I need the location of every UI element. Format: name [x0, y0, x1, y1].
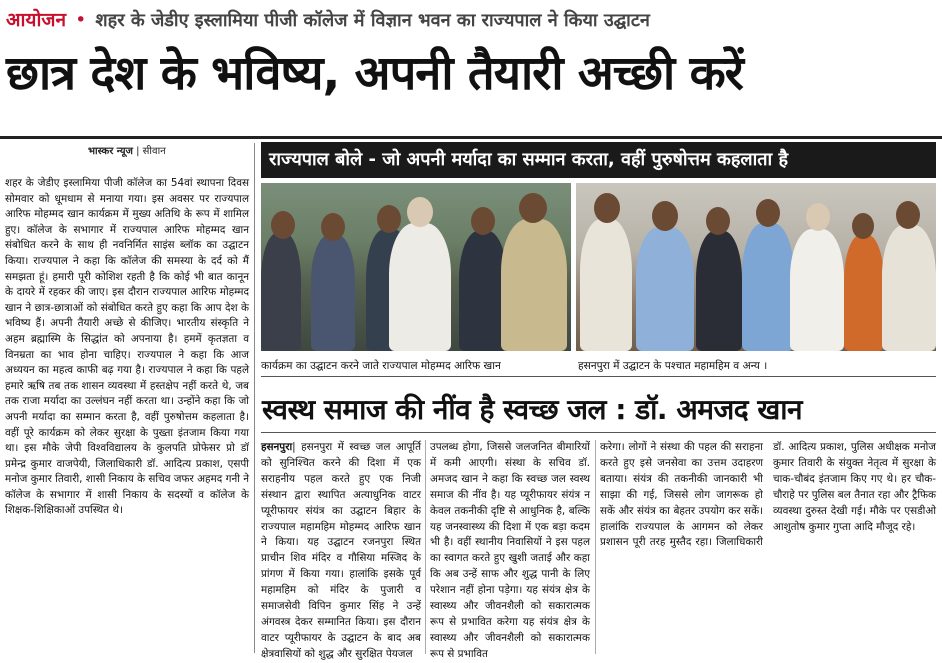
photo-figure — [696, 231, 742, 351]
section-tag: आयोजन — [6, 9, 67, 31]
photo-head — [471, 207, 495, 235]
photo-figure — [882, 225, 936, 351]
photo-head — [806, 203, 830, 231]
photo-head — [377, 205, 401, 233]
kicker-bullet: • — [75, 9, 87, 31]
column-divider — [425, 440, 426, 654]
story-column-4 — [600, 440, 936, 551]
photo-head — [652, 201, 678, 231]
photo-head — [706, 207, 730, 235]
column-divider — [254, 143, 255, 653]
photo-head — [852, 213, 874, 239]
photo-figure — [636, 227, 694, 351]
photo-caption-2: हसनपुरा में उद्घाटन के पश्चात महामहिम व अन्य । — [578, 360, 768, 372]
byline-source: भास्कर न्यूज — [88, 146, 133, 157]
photo-head — [407, 197, 433, 227]
story-column-1: हसनपुरा| हसनपुरा में स्वच्छ जल आपूर्ति को सुनिश्चित करने की दिशा में एक सराहनीय पहल करते हुए एक निजी संस्थान द्वारा स्थापित अत्याधुनिक वाटर प्यूरीफायर संयंत्र का उद्घाटन बिहार के राज्यपाल महामहिम मोहम्मद आरिफ खान ने किया। यह उद्घाटन रजनपुरा स्थित प्राचीन शिव मंदिर व गौसिया मस्जिद के प्रांगण में किया गया। हालांकि इसके पूर्व महामहिम को मंदिर के पुजारी व समाजसेवी विपिन कुमार सिंह ने उन्हें अंगवस्त्र देकर सम्मानित किया। इस दौरान वाटर प्यूरीफायर के उद्घाटन के बाद अब क्षेत्रवासियों को शुद्ध और सुरक्षित पेयजल — [261, 441, 421, 660]
column-divider — [595, 440, 596, 654]
kicker-line — [6, 6, 650, 36]
photo-governor-walking — [261, 183, 571, 351]
photo-figure-governor — [389, 223, 451, 351]
photo-head — [271, 211, 295, 239]
story-column-2: उपलब्ध होगा, जिससे जलजनित बीमारियों में कमी आएगी। संस्था के सचिव डॉ. अमजद खान ने कहा कि स्वच्छ जल स्वस्थ समाज की नींव है। यह प्यूरीफायर संयंत्र न केवल तकनीकी दृष्टि से आधुनिक है, बल्कि यह जनस्वास्थ्य की दिशा में एक बड़ा कदम भी है। वहीं स्थानीय निवासियों ने इस पहल का स्वागत करते हुए खुशी जताई और कहा कि अब उन्हें साफ और शुद्ध पानी के लिए परेशान नहीं होना पड़ेगा। यह संयंत्र क्षेत्र के स्वास्थ्य और जीवनशैली को सकारात्मक रूप से प्रभावित करेगा यह संयंत्र क्षेत्र के स्वास्थ्य और जीवनशैली को सकारात्मक रूप से प्रभावित — [430, 441, 590, 660]
story-column-3-text: करेगा। लोगों ने संस्था की पहल की सराहना करते हुए इसे जनसेवा का उत्तम उदाहरण बताया। संयंत्र की तकनीकी जानकारी भी साझा की गई, जिससे लोग जागरूक हो सकें और संयंत्र का बेहतर उपयोग कर सकें। हालांकि राज्यपाल के आगमन को लेकर प्रशासन पूरी तरह मुस्तैद रहा। जिलाधिकारी डॉ. आदित्य प्रकाश, पुलिस अधीक्षक मनोज कुमार तिवारी के संयुक्त नेतृत्व में सुरक्षा के चाक-चौबंद इंतजाम किए गए थे। हर चौक-चौराहे पर पुलिस बल तैनात रहा और ट्रैफिक व्यवस्था दुरुस्त देखी गई। मौके पर एसडीओ आशुतोष कुमार गुप्ता आदि मौजूद रहे। — [600, 441, 936, 549]
dateline: हसनपुरा — [261, 441, 293, 453]
photo-figure — [580, 219, 632, 351]
photo-head — [896, 201, 920, 229]
photo-figure — [459, 231, 507, 351]
photo-figure-governor — [790, 229, 844, 351]
photo-head — [756, 199, 780, 227]
byline: भास्कर न्यूज | सीवान — [88, 146, 166, 157]
photo-caption-1: कार्यक्रम का उद्घाटन करने जाते राज्यपाल मोहम्मद आरिफ खान — [261, 360, 501, 372]
byline-place: सीवान — [142, 146, 166, 157]
photo-figure — [844, 235, 884, 351]
photo-head — [519, 193, 547, 223]
second-headline: स्वस्थ समाज की नींव है स्वच्छ जल : डॉ. अमजद खान — [262, 393, 803, 426]
caption-divider — [261, 376, 936, 377]
left-story-body: शहर के जेडीए इस्लामिया पीजी कॉलेज का 54वां स्थापना दिवस सोमवार को धूमधाम से मनाया गया। इस अवसर पर राज्यपाल आरिफ मोहम्मद खान कार्यक्रम में मुख्य अतिथि के रूप में शामिल हुए। कॉलेज के सभागार में राज्यपाल आरिफ मोहम्मद खान संबोधित करने के साथ ही नवनिर्मित साइंस ब्लॉक का उद्घाटन किया। राज्यपाल ने कहा कि कॉलेज की समस्या के दर्द को मैं समझता हूं। हमारी पूरी कोशिश रहती है कि कोई भी बात कानून के दायरे में रहकर की जाए। इस दौरान राज्यपाल आरिफ मोहम्मद खान ने छात्र-छात्राओं को संबोधित करते हुए कहा कि आप देश के भविष्य हैं। अपनी तैयारी अच्छे से कीजिए। भारतीय संस्कृति ने अहम ब्रह्मास्मि के सिद्धांत को अपनाया है। हममें कृतज्ञता व विनम्रता का भाव होना चाहिए। राज्यपाल ने कहा कि आज अध्ययन का महत्व काफी बढ़ गया है। राज्यपाल ने कहा कि पहले हमारे ऋषि तब तक शासन व्यवस्था में हस्तक्षेप नहीं करते थे, जब तक राजा मर्यादा का उल्लंघन नहीं करता था। उन्होंने कहा कि जो अपनी मर्यादा का सम्मान करता है, वहीं पुरुषोत्तम कहलाता है। वहीं पूरे कार्यक्रम को लेकर सुरक्षा के पुख्ता इंतजाम किया गया था। इस मौके जेपी विश्वविद्यालय के कुलपति प्रोफेसर प्रो डॉ प्रमेन्द्र कुमार वाजपेयी, जिलाधिकारी डॉ. आदित्य प्रकाश, एसपी मनोज कुमार तिवारी, शासी निकाय के सचिव जफर अहमद गनी ने कॉलेज के सभागार में शासी निकाय के सदस्यों व कॉलेज के शिक्षक-शिक्षिकाओं उपस्थित थे। — [5, 177, 249, 517]
photo-figure — [261, 233, 301, 351]
photo-head — [594, 193, 620, 223]
story-column-1-text: हसनपुरा में स्वच्छ जल आपूर्ति को सुनिश्चित करने की दिशा में एक सराहनीय पहल करते हुए एक निजी संस्थान द्वारा स्थापित अत्याधुनिक वाटर प्यूरीफायर संयंत्र का उद्घाटन बिहार के राज्यपाल महामहिम मोहम्मद आरिफ खान ने किया। यह उद्घाटन रजनपुरा स्थित प्राचीन शिव मंदिर व गौसिया मस्जिद के प्रांगण में किया गया। हालांकि इसके पूर्व महामहिम को मंदिर के पुजारी व समाजसेवी विपिन कुमार सिंह ने उन्हें अंगवस्त्र देकर सम्मानित किया। इस दौरान वाटर प्यूरीफायर के उद्घाटन के बाद अब क्षेत्रवासियों को शुद्ध और सुरक्षित पेयजल — [261, 441, 421, 660]
main-headline: छात्र देश के भविष्य, अपनी तैयारी अच्छी करें — [6, 46, 743, 101]
photo-figure — [311, 235, 355, 351]
photo-banner-quote: राज्यपाल बोले - जो अपनी मर्यादा का सम्मान करता, वहीं पुरुषोत्तम कहलाता है — [261, 142, 936, 178]
photo-head — [321, 213, 345, 241]
kicker-text: शहर के जेडीए इस्लामिया पीजी कॉलेज में विज्ञान भवन का राज्यपाल ने किया उद्घाटन — [95, 10, 650, 31]
subhead-divider — [261, 432, 936, 433]
headline-divider — [0, 136, 942, 139]
photo-inauguration-group — [576, 183, 936, 351]
photo-figure-police — [501, 219, 567, 351]
photo-figure — [742, 223, 794, 351]
